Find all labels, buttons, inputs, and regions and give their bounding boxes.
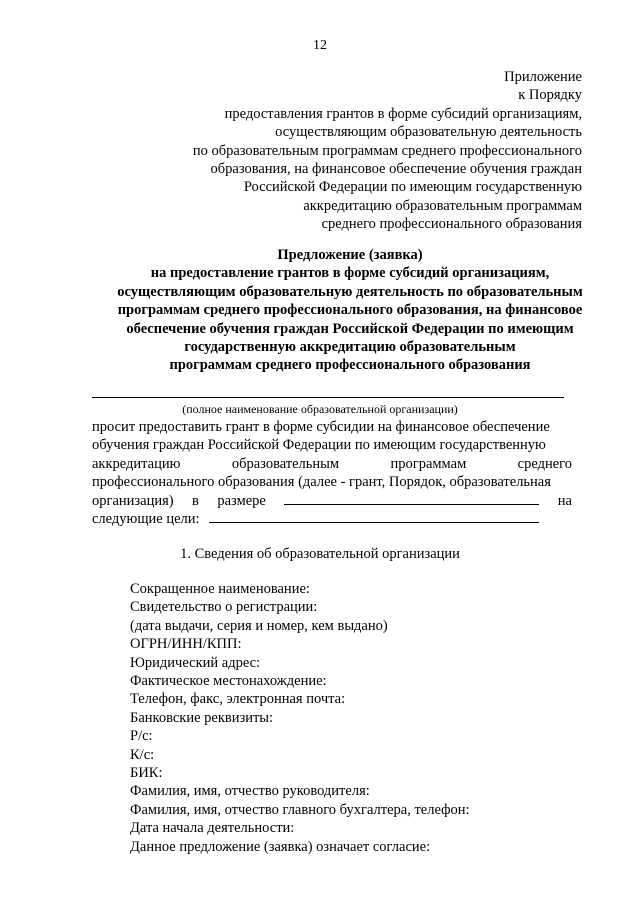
appendix-line: среднего профессионального образования: [321, 216, 582, 233]
appendix-line: осуществляющим образовательную деятельность: [275, 124, 582, 141]
field-label: Р/с:: [130, 728, 153, 745]
title-line: обеспечение обучения граждан Российской Федерации по имеющим: [126, 320, 574, 337]
field-label: К/с:: [130, 746, 155, 763]
request-paragraph: [92, 418, 572, 528]
paragraph-line: [92, 510, 572, 528]
field-label: БИК:: [130, 765, 163, 782]
field-label: (дата выдачи, серия и номер, кем выдано): [130, 617, 388, 634]
goals-label: следующие цели:: [92, 511, 200, 528]
title-line: государственную аккредитацию образовательным: [184, 339, 516, 356]
field-label: Свидетельство о регистрации:: [130, 599, 318, 616]
field-label: Фактическое местонахождение:: [130, 673, 327, 690]
paragraph-word: организация): [92, 492, 174, 509]
appendix-line: Российской Федерации по имеющим государственную: [243, 179, 582, 196]
org-name-blank-line: [92, 397, 564, 398]
document-title: [70, 246, 630, 375]
page-number: 12: [313, 38, 327, 53]
appendix-line: предоставления грантов в форме субсидий организациям,: [224, 105, 582, 122]
grant-amount-blank: [284, 492, 539, 505]
organization-fields: [130, 580, 470, 856]
title-line: осуществляющим образовательную деятельность по образовательным: [117, 283, 583, 300]
appendix-line: аккредитацию образовательным программам: [303, 197, 582, 214]
paragraph-word: среднего: [517, 455, 572, 472]
field-label: Юридический адрес:: [130, 654, 261, 671]
field-label: Сокращенное наименование:: [130, 581, 310, 597]
paragraph-word: образовательным: [231, 455, 340, 472]
title-line: программам среднего профессионального образования, на финансовое: [117, 302, 583, 319]
appendix-line: к Порядку: [518, 87, 582, 104]
appendix-line: образования, на финансовое обеспечение обучения граждан: [210, 161, 582, 178]
org-name-caption: (полное наименование образовательной организации): [182, 402, 458, 416]
field-label: Дата начала деятельности:: [130, 820, 295, 837]
paragraph-line: обучения граждан Российской Федерации по имеющим государственную: [92, 437, 546, 454]
appendix-line: по образовательным программам среднего профессионального: [192, 142, 582, 159]
title-line: Предложение (заявка): [277, 247, 423, 263]
field-label: ОГРН/ИНН/КПП:: [130, 636, 242, 653]
field-label: Данное предложение (заявка) означает согласие:: [130, 838, 431, 855]
paragraph-line: профессионального образования (далее - грант, Порядок, образовательная: [92, 474, 551, 491]
paragraph-line: просит предоставить грант в форме субсидии на финансовое обеспечение: [92, 419, 550, 435]
field-label: Телефон, факс, электронная почта:: [130, 691, 346, 708]
title-line: на предоставление грантов в форме субсидий организациям,: [150, 265, 550, 282]
field-label: Фамилия, имя, отчество главного бухгалтера, телефон:: [130, 801, 470, 818]
title-line: программам среднего профессионального образования: [169, 357, 531, 374]
appendix-header: [193, 68, 582, 234]
paragraph-line: [92, 492, 572, 510]
field-label: Банковские реквизиты:: [130, 709, 274, 726]
paragraph-word: размере: [217, 492, 266, 509]
goals-blank: [209, 510, 539, 523]
paragraph-word: на: [557, 492, 572, 509]
field-label: Фамилия, имя, отчество руководителя:: [130, 783, 370, 800]
appendix-line: Приложение: [504, 69, 582, 85]
paragraph-word: в: [192, 492, 199, 509]
section-1-title: 1. Сведения об образовательной организации: [180, 546, 460, 562]
paragraph-word: программам: [390, 455, 467, 472]
paragraph-line: [92, 455, 572, 473]
paragraph-word: аккредитацию: [92, 455, 181, 472]
